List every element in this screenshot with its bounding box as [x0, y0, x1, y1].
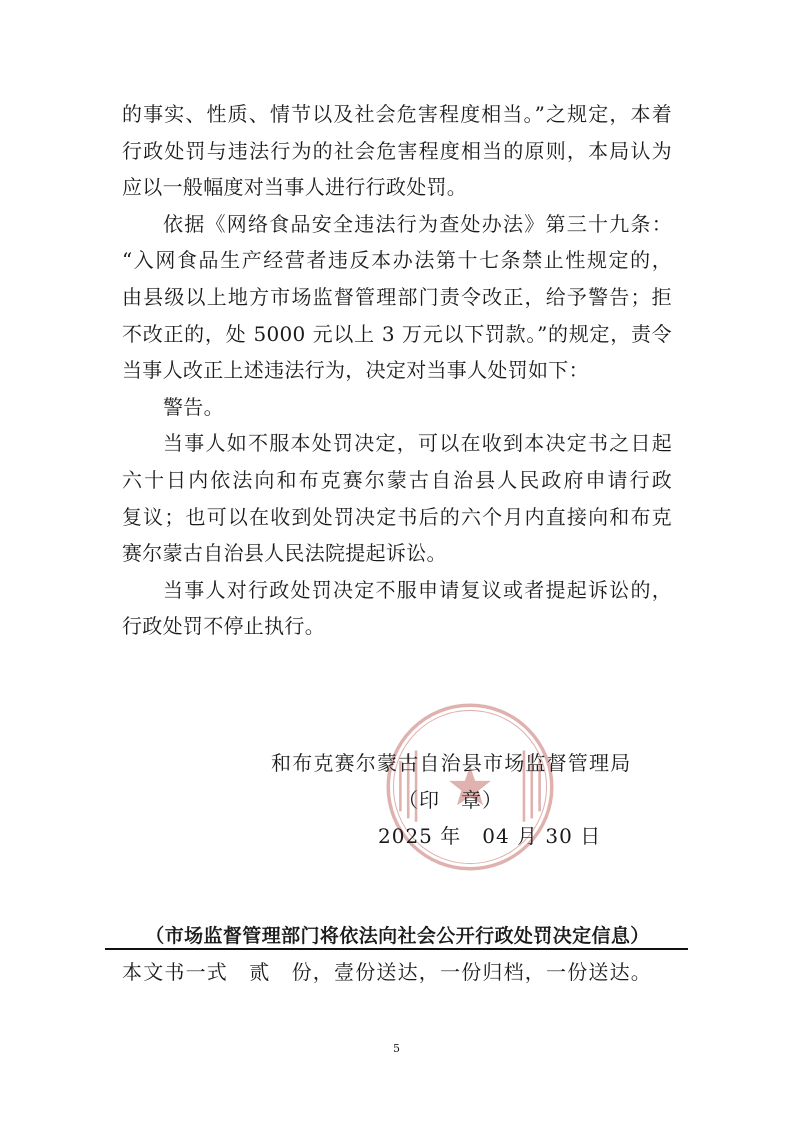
divider: [105, 948, 688, 950]
body-line: 不改正的，处 5000 元以上 3 万元以下罚款。”的规定，责令: [122, 321, 672, 346]
body-line: 六十日内依法向和布克赛尔蒙古自治县人民政府申请行政: [122, 467, 672, 492]
disclosure-notice: （市场监督管理部门将依法向社会公开行政处罚决定信息）: [145, 925, 650, 947]
issue-date: 2025 年 04 月 30 日: [378, 824, 602, 848]
body-line: 当事人对行政处罚决定不服申请复议或者提起诉讼的，: [163, 577, 672, 602]
body-line: 行政处罚不停止执行。: [122, 614, 325, 639]
decision-body: [122, 96, 672, 645]
copies-statement: 本文书一式 贰 份，壹份送达，一份归档，一份送达。: [122, 960, 652, 984]
body-line: 当事人如不服本处罚决定，可以在收到本决定书之日起: [163, 431, 672, 456]
body-line: “入网食品生产经营者违反本办法第十七条禁止性规定的，: [122, 248, 672, 273]
body-line: 由县级以上地方市场监督管理部门责令改正，给予警告；拒: [122, 284, 672, 309]
body-line: 赛尔蒙古自治县人民法院提起诉讼。: [122, 541, 447, 566]
body-line: 当事人改正上述违法行为，决定对当事人处罚如下：: [122, 358, 589, 383]
page-number: 5: [393, 1042, 400, 1055]
issuing-organization: 和布克赛尔蒙古自治县市场监督管理局: [271, 751, 632, 775]
body-line: 的事实、性质、情节以及社会危害程度相当。”之规定，本着: [122, 102, 672, 126]
seal-label: （印 章）: [398, 788, 503, 812]
body-line: 复议；也可以在收到处罚决定书后的六个月内直接向和布克: [122, 504, 672, 529]
body-line: 依据《网络食品安全违法行为查处办法》第三十九条：: [163, 211, 672, 236]
body-line: 警告。: [163, 394, 224, 419]
body-line: 应以一般幅度对当事人进行行政处罚。: [122, 175, 468, 200]
body-line: 行政处罚与违法行为的社会危害程度相当的原则，本局认为: [122, 138, 672, 163]
